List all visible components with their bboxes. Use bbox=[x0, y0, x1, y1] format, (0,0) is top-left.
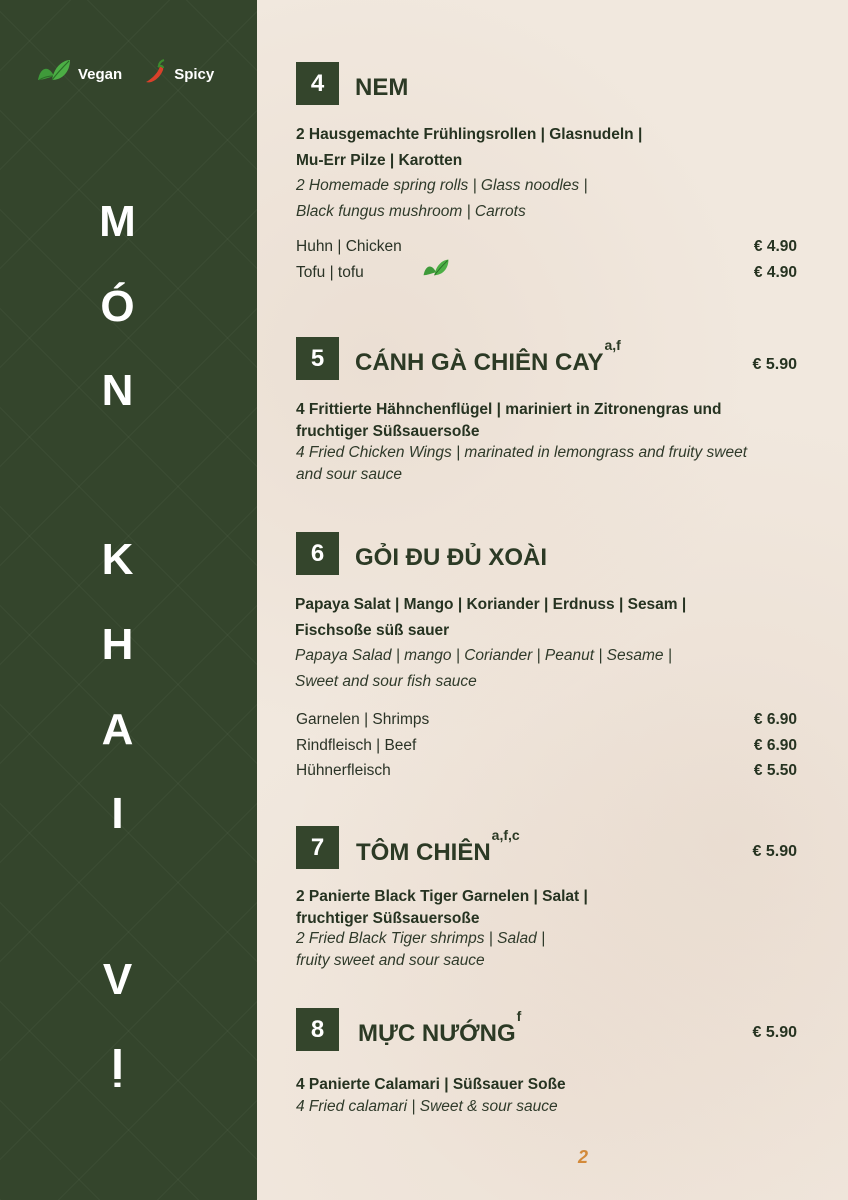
leaf-icon bbox=[36, 58, 72, 91]
description-line: 2 Hausgemachte Frühlingsrollen | Glasnudeln | bbox=[296, 126, 643, 143]
sidebar-title-letter: Ó bbox=[100, 282, 135, 331]
description-line: 4 Panierte Calamari | Süßsauer Soße bbox=[296, 1076, 566, 1093]
dish-title bbox=[355, 544, 547, 572]
page-number: 2 bbox=[578, 1147, 589, 1167]
dish-description-de bbox=[295, 592, 686, 644]
option-label: Huhn | Chicken bbox=[296, 238, 402, 255]
option-label: Garnelen | Shrimps bbox=[296, 711, 430, 728]
dish-price: € 5.90 bbox=[752, 356, 797, 373]
dish-title bbox=[355, 337, 621, 377]
option-price: € 4.90 bbox=[753, 264, 797, 281]
dish-name: TÔM CHIÊN bbox=[356, 839, 491, 866]
option-price: € 5.50 bbox=[753, 762, 797, 779]
leaf-icon bbox=[422, 257, 450, 286]
legend-vegan bbox=[36, 58, 122, 91]
dish-price: € 5.90 bbox=[752, 843, 797, 860]
option-label: Tofu | tofu bbox=[296, 264, 364, 281]
description-line: 2 Fried Black Tiger shrimps | Salad | bbox=[296, 930, 546, 947]
allergen-codes: f bbox=[516, 1008, 522, 1024]
dish-number: 7 bbox=[296, 826, 339, 869]
sidebar bbox=[0, 0, 257, 1200]
description-line: and sour sauce bbox=[296, 465, 402, 483]
description-line: Black fungus mushroom | Carrots bbox=[296, 203, 526, 220]
description-line: Sweet and sour fish sauce bbox=[295, 673, 477, 690]
dish-description-en bbox=[295, 643, 672, 695]
sidebar-title-letter: Ị bbox=[111, 1040, 124, 1089]
dish-title bbox=[355, 74, 408, 102]
dish-price: € 5.90 bbox=[752, 1024, 797, 1041]
description-line: Papaya Salad | mango | Coriander | Peanut | Sesame | bbox=[295, 647, 672, 664]
dish-description-de bbox=[296, 886, 588, 929]
dish-title bbox=[356, 827, 520, 867]
description-line: fruchtiger Süßsauersoße bbox=[296, 422, 480, 440]
dish-description-en bbox=[296, 928, 545, 971]
dish-number: 6 bbox=[296, 532, 339, 575]
description-line: 4 Fried Chicken Wings | marinated in lemongrass and fruity sweet bbox=[296, 444, 747, 461]
option-label: Rindfleisch | Beef bbox=[296, 737, 417, 754]
dish-description-en bbox=[296, 1096, 558, 1118]
dish-description-de bbox=[296, 399, 721, 442]
description-line: 4 Fried calamari | Sweet & sour sauce bbox=[296, 1098, 558, 1115]
option-price: € 4.90 bbox=[753, 238, 797, 255]
dish-number: 4 bbox=[296, 62, 339, 105]
sidebar-title-letter: N bbox=[101, 366, 134, 415]
description-line: 2 Homemade spring rolls | Glass noodles | bbox=[296, 177, 588, 194]
sidebar-title-letter: V bbox=[102, 955, 133, 1004]
description-line: fruchtiger Süßsauersoße bbox=[296, 909, 480, 927]
dish-number: 5 bbox=[296, 337, 339, 380]
description-line: fruity sweet and sour sauce bbox=[296, 951, 485, 969]
dish-name: GỎI ĐU ĐỦ XOÀI bbox=[355, 544, 548, 571]
option-label: Hühnerfleisch bbox=[296, 762, 391, 779]
option-price: € 6.90 bbox=[753, 737, 797, 754]
description-line: 2 Panierte Black Tiger Garnelen | Salat | bbox=[296, 888, 588, 905]
dish-description-de bbox=[296, 122, 642, 174]
dish-name: NEM bbox=[355, 74, 409, 101]
description-line: Papaya Salat | Mango | Koriander | Erdnuss | Sesam | bbox=[295, 596, 687, 613]
sidebar-title-letter: K bbox=[101, 535, 134, 584]
allergen-codes: a,f,c bbox=[491, 827, 520, 843]
chili-pepper-icon bbox=[142, 58, 168, 91]
sidebar-title-letter: M bbox=[99, 197, 136, 246]
allergen-codes: a,f bbox=[604, 337, 621, 353]
description-line: 4 Frittierte Hähnchenflügel | mariniert in Zitronengras und bbox=[296, 401, 722, 418]
description-line: Mu-Err Pilze | Karotten bbox=[296, 152, 463, 169]
dish-description-en bbox=[296, 442, 747, 485]
dish-name: CÁNH GÀ CHIÊN CAY bbox=[355, 349, 604, 376]
option-price: € 6.90 bbox=[753, 711, 797, 728]
dish-name: MỰC NƯỚNG bbox=[358, 1020, 516, 1047]
sidebar-title-letter: A bbox=[101, 705, 134, 754]
diet-legend bbox=[36, 58, 234, 91]
legend-vegan-label: Vegan bbox=[78, 66, 123, 83]
dish-title bbox=[358, 1008, 522, 1048]
sidebar-title-letter: I bbox=[111, 789, 124, 838]
sidebar-title-letter: H bbox=[101, 620, 134, 669]
legend-spicy bbox=[142, 58, 214, 91]
dish-description-en bbox=[296, 173, 588, 225]
description-line: Fischsoße süß sauer bbox=[295, 622, 450, 639]
dish-number: 8 bbox=[296, 1008, 339, 1051]
dish-description-de bbox=[296, 1074, 566, 1096]
legend-spicy-label: Spicy bbox=[174, 66, 215, 83]
